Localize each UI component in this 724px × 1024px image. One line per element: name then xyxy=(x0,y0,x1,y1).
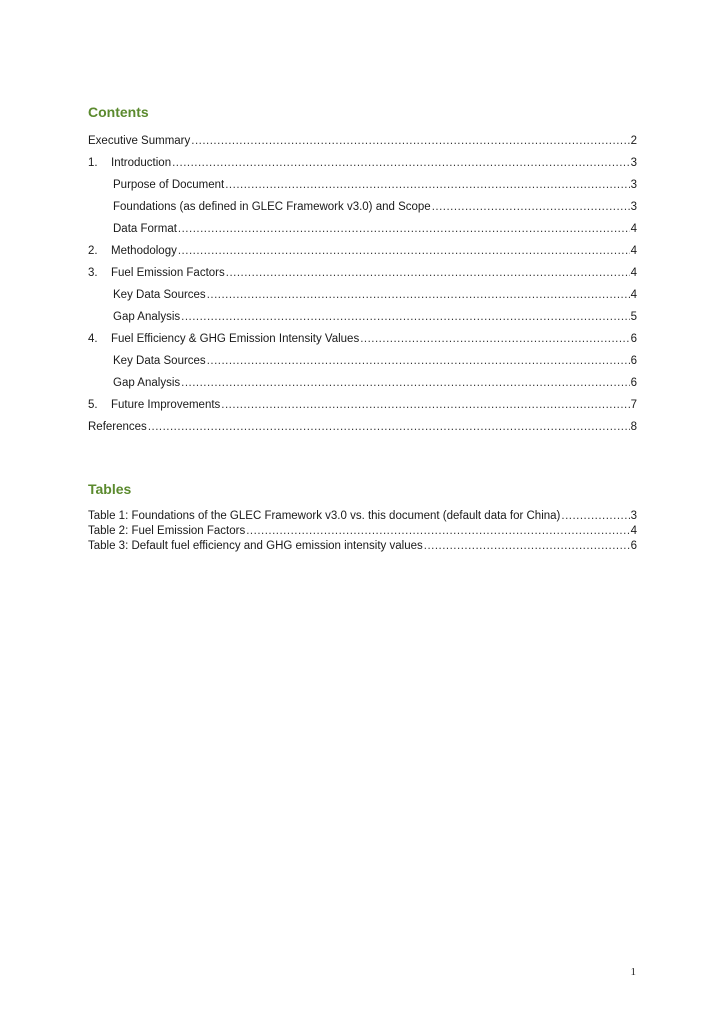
toc-entry-page: 4 xyxy=(630,223,637,235)
toc-subentry[interactable] xyxy=(88,350,637,372)
toc-entry-label: Fuel Efficiency & GHG Emission Intensity Values xyxy=(111,333,360,345)
dot-leader xyxy=(246,524,629,539)
toc-entry-label: Executive Summary xyxy=(88,135,191,147)
contents-heading: Contents xyxy=(88,104,149,120)
dot-leader xyxy=(181,306,629,328)
dot-leader xyxy=(207,350,630,372)
toc-entry-page: 6 xyxy=(630,333,637,345)
toc-entry-label: Foundations (as defined in GLEC Framework v3.0) and Scope xyxy=(113,201,431,213)
toc-entry-label: Gap Analysis xyxy=(113,311,181,323)
toc-entry[interactable] xyxy=(88,240,637,262)
toc-subentry[interactable] xyxy=(88,218,637,240)
toc-entry-page: 5 xyxy=(630,311,637,323)
toc-entry-number: 4. xyxy=(88,333,98,345)
toc-entry[interactable] xyxy=(88,394,637,416)
table-entry-label: Table 3: Default fuel efficiency and GHG emission intensity values xyxy=(88,540,423,552)
table-entry-page: 6 xyxy=(630,540,637,552)
toc-entry-label: Methodology xyxy=(111,245,177,257)
toc-entry-number: 5. xyxy=(88,399,98,411)
dot-leader xyxy=(181,372,629,394)
toc-entry-page: 3 xyxy=(630,157,637,169)
tables-heading: Tables xyxy=(88,481,132,497)
toc-subentry[interactable] xyxy=(88,174,637,196)
table-entry-label: Table 2: Fuel Emission Factors xyxy=(88,525,246,537)
page-number: 1 xyxy=(630,966,636,978)
dot-leader xyxy=(424,539,630,554)
toc-entry-page: 4 xyxy=(630,245,637,257)
toc-entry-page: 8 xyxy=(630,421,637,433)
dot-leader xyxy=(432,196,630,218)
toc-entry-page: 7 xyxy=(630,399,637,411)
toc-entry-page: 6 xyxy=(630,377,637,389)
dot-leader xyxy=(207,284,630,306)
tables-list xyxy=(88,509,637,554)
toc-entry-page: 3 xyxy=(630,179,637,191)
toc-entry[interactable] xyxy=(88,328,637,350)
dot-leader xyxy=(178,218,630,240)
dot-leader xyxy=(191,130,629,152)
toc-entry-page: 4 xyxy=(630,267,637,279)
toc-entry-label: Data Format xyxy=(113,223,177,235)
dot-leader xyxy=(226,262,630,284)
dot-leader xyxy=(148,416,630,438)
toc-entry-label: Future Improvements xyxy=(111,399,221,411)
toc-entry-label: Key Data Sources xyxy=(113,289,206,301)
toc-entry-number: 1. xyxy=(88,157,98,169)
toc-entry-label: Fuel Emission Factors xyxy=(111,267,225,279)
toc-subentry[interactable] xyxy=(88,372,637,394)
table-entry-page: 3 xyxy=(630,510,637,522)
toc-subentry[interactable] xyxy=(88,306,637,328)
toc-entry-label: Introduction xyxy=(111,157,172,169)
toc-entry-label: Key Data Sources xyxy=(113,355,206,367)
table-entry-label: Table 1: Foundations of the GLEC Framework v3.0 vs. this document (default data for China) xyxy=(88,510,561,522)
toc-entry[interactable] xyxy=(88,262,637,284)
toc-entry-page: 4 xyxy=(630,289,637,301)
dot-leader xyxy=(561,509,629,524)
toc-entry[interactable] xyxy=(88,416,637,438)
toc-entry-page: 6 xyxy=(630,355,637,367)
contents-list xyxy=(88,130,637,438)
dot-leader xyxy=(178,240,630,262)
dot-leader xyxy=(221,394,629,416)
toc-entry-page: 3 xyxy=(630,201,637,213)
toc-entry-number: 2. xyxy=(88,245,98,257)
toc-entry-label: References xyxy=(88,421,147,433)
dot-leader xyxy=(172,152,629,174)
toc-subentry[interactable] xyxy=(88,284,637,306)
table-entry-page: 4 xyxy=(630,525,637,537)
table-list-entry[interactable] xyxy=(88,524,637,539)
toc-entry-label: Purpose of Document xyxy=(113,179,225,191)
toc-entry[interactable] xyxy=(88,130,637,152)
table-list-entry[interactable] xyxy=(88,509,637,524)
toc-entry-number: 3. xyxy=(88,267,98,279)
toc-entry-label: Gap Analysis xyxy=(113,377,181,389)
toc-entry[interactable] xyxy=(88,152,637,174)
table-list-entry[interactable] xyxy=(88,539,637,554)
toc-subentry[interactable] xyxy=(88,196,637,218)
dot-leader xyxy=(360,328,629,350)
dot-leader xyxy=(225,174,629,196)
toc-entry-page: 2 xyxy=(630,135,637,147)
